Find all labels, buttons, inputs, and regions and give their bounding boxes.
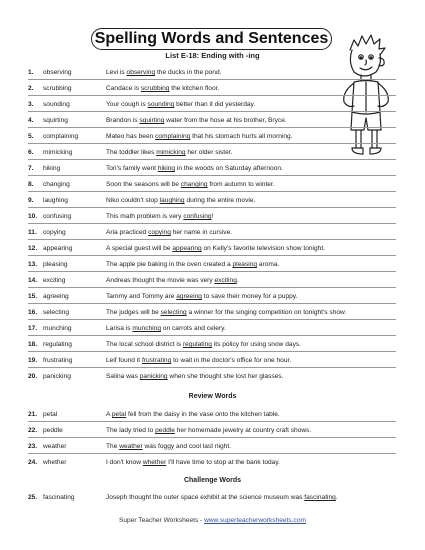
row-divider bbox=[28, 287, 396, 288]
row-divider bbox=[28, 111, 396, 112]
spelling-word: agreeing bbox=[43, 293, 69, 300]
row-divider bbox=[28, 127, 396, 128]
example-sentence: Levi is observing the ducks in the pond. bbox=[106, 69, 222, 76]
word-number: 10. bbox=[28, 213, 38, 220]
word-number: 16. bbox=[28, 309, 38, 316]
highlighted-word: squirting bbox=[139, 117, 165, 124]
word-number: 11. bbox=[28, 229, 37, 236]
highlighted-word: peddle bbox=[155, 427, 175, 434]
spelling-word: copying bbox=[43, 229, 66, 236]
example-sentence: I don't know whether I'll have time to stop at the bank today. bbox=[106, 459, 280, 466]
word-row-11 bbox=[0, 228, 425, 238]
word-row-24 bbox=[0, 458, 425, 468]
word-number: 23. bbox=[28, 443, 38, 450]
spelling-word: appearing bbox=[43, 245, 73, 252]
word-number: 12. bbox=[28, 245, 38, 252]
spelling-word: frustrating bbox=[43, 357, 73, 364]
spelling-word: regulating bbox=[43, 341, 72, 348]
example-sentence: Joseph thought the outer space exhibit at the science museum was fascinating. bbox=[106, 494, 338, 501]
word-row-10 bbox=[0, 212, 425, 222]
example-sentence: The lady tried to peddle her homemade jewelry at country craft shows. bbox=[106, 427, 312, 434]
word-row-12 bbox=[0, 244, 425, 254]
page-title: Spelling Words and Sentences bbox=[94, 30, 329, 47]
challenge-words-heading: Challenge Words bbox=[183, 477, 242, 484]
example-sentence: This math problem is very confusing! bbox=[106, 213, 214, 220]
row-divider bbox=[28, 335, 396, 336]
example-sentence: Niko couldn't stop laughing during the entire movie. bbox=[106, 197, 256, 204]
word-number: 15. bbox=[28, 293, 38, 300]
row-divider bbox=[28, 319, 396, 320]
spelling-word: confusing bbox=[43, 213, 72, 220]
word-row-15 bbox=[0, 292, 425, 302]
row-divider bbox=[28, 191, 396, 192]
example-sentence: Soon the seasons will be changing from autumn to winter. bbox=[106, 181, 275, 188]
word-row-1 bbox=[0, 68, 425, 78]
spelling-word: mimicking bbox=[43, 149, 73, 156]
row-divider bbox=[28, 143, 396, 144]
highlighted-word: panicking bbox=[139, 373, 168, 380]
word-number: 8. bbox=[28, 181, 34, 188]
highlighted-word: laughing bbox=[159, 197, 185, 204]
example-sentence: Brandon is squirting water from the hose at his brother, Bryce. bbox=[106, 117, 287, 124]
row-divider bbox=[28, 95, 396, 96]
row-divider bbox=[28, 175, 396, 176]
row-divider bbox=[28, 271, 396, 272]
word-row-5 bbox=[0, 132, 425, 142]
word-number: 20. bbox=[28, 373, 38, 380]
word-row-14 bbox=[0, 276, 425, 286]
highlighted-word: complaining bbox=[155, 133, 191, 140]
highlighted-word: selecting bbox=[160, 309, 187, 316]
title-banner bbox=[91, 28, 332, 50]
example-sentence: The toddler likes mimicking her older sister. bbox=[106, 149, 233, 156]
example-sentence: Salina was panicking when she thought she lost her glasses. bbox=[106, 373, 284, 380]
highlighted-word: weather bbox=[119, 443, 143, 450]
example-sentence: The judges will be selecting a winner for the singing competition on tonight's show. bbox=[106, 309, 347, 316]
word-number: 4. bbox=[28, 117, 34, 124]
example-sentence: Andreas thought the movie was very exciting. bbox=[106, 277, 239, 284]
spelling-word: scrubbing bbox=[43, 85, 72, 92]
word-row-20 bbox=[0, 372, 425, 382]
spelling-word: laughing bbox=[43, 197, 68, 204]
spelling-word: weather bbox=[43, 443, 67, 450]
example-sentence: The apple pie baking in the oven created a pleasing aroma. bbox=[106, 261, 280, 268]
example-sentence: A petal fell from the daisy in the vase onto the kitchen table. bbox=[106, 411, 280, 418]
word-number: 7. bbox=[28, 165, 34, 172]
row-divider bbox=[28, 159, 396, 160]
example-sentence: A special guest will be appearing on Kelly's favorite television show tonight. bbox=[106, 245, 325, 252]
example-sentence: The local school district is regulating its policy for using snow days. bbox=[106, 341, 301, 348]
highlighted-word: mimicking bbox=[156, 149, 186, 156]
word-number: 13. bbox=[28, 261, 38, 268]
spelling-word: sounding bbox=[43, 101, 70, 108]
highlighted-word: hiking bbox=[157, 165, 176, 172]
word-row-19 bbox=[0, 356, 425, 366]
word-number: 18. bbox=[28, 341, 38, 348]
example-sentence: Larisa is munching on carrots and celery. bbox=[106, 325, 226, 332]
word-row-2 bbox=[0, 84, 425, 94]
spelling-word: selecting bbox=[43, 309, 70, 316]
spelling-word: pleasing bbox=[43, 261, 68, 268]
word-row-3 bbox=[0, 100, 425, 110]
word-row-22 bbox=[0, 426, 425, 436]
word-row-23 bbox=[0, 442, 425, 452]
highlighted-word: copying bbox=[148, 229, 171, 236]
word-row-18 bbox=[0, 340, 425, 350]
spelling-word: whether bbox=[43, 459, 67, 466]
row-divider bbox=[28, 303, 396, 304]
example-sentence: Your cough is sounding better than it did yesterday. bbox=[106, 101, 256, 108]
spelling-word: squirting bbox=[43, 117, 68, 124]
word-number: 24. bbox=[28, 459, 38, 466]
spelling-word: petal bbox=[43, 411, 58, 418]
highlighted-word: munching bbox=[132, 325, 161, 332]
word-row-17 bbox=[0, 324, 425, 334]
example-sentence: The weather was foggy and cool last night. bbox=[106, 443, 232, 450]
highlighted-word: changing bbox=[180, 181, 208, 188]
highlighted-word: exciting bbox=[214, 277, 237, 284]
row-divider bbox=[28, 437, 396, 438]
highlighted-word: whether bbox=[142, 459, 167, 466]
word-row-13 bbox=[0, 260, 425, 270]
spelling-word: complaining bbox=[43, 133, 79, 140]
word-row-21 bbox=[0, 410, 425, 420]
spelling-word: munching bbox=[43, 325, 72, 332]
row-divider bbox=[28, 351, 396, 352]
example-sentence: Tammy and Tommy are agreeing to save their money for a puppy. bbox=[106, 293, 298, 300]
highlighted-word: regulating bbox=[182, 341, 212, 348]
row-divider bbox=[28, 239, 396, 240]
example-sentence: Candace is scrubbing the kitchen floor. bbox=[106, 85, 220, 92]
spelling-word: panicking bbox=[43, 373, 71, 380]
row-divider bbox=[28, 421, 396, 422]
word-row-7 bbox=[0, 164, 425, 174]
word-number: 1. bbox=[28, 69, 34, 76]
word-row-9 bbox=[0, 196, 425, 206]
row-divider bbox=[28, 453, 396, 454]
word-row-8 bbox=[0, 180, 425, 190]
word-row-6 bbox=[0, 148, 425, 158]
highlighted-word: confusing bbox=[183, 213, 212, 220]
word-number: 25. bbox=[28, 494, 38, 501]
example-sentence: Aria practiced copying her name in cursive. bbox=[106, 229, 233, 236]
highlighted-word: appearing bbox=[172, 245, 202, 252]
highlighted-word: pleasing bbox=[232, 261, 258, 268]
row-divider bbox=[28, 207, 396, 208]
row-divider bbox=[28, 223, 396, 224]
spelling-word: changing bbox=[43, 181, 70, 188]
example-sentence: Tori's family went hiking in the woods on Saturday afternoon. bbox=[106, 165, 283, 172]
word-number: 21. bbox=[28, 411, 38, 418]
word-number: 6. bbox=[28, 149, 34, 156]
spelling-word: exciting bbox=[43, 277, 66, 284]
word-row-4 bbox=[0, 116, 425, 126]
example-sentence: Mateo has been complaining that his stomach hurts all morning. bbox=[106, 133, 293, 140]
spelling-word: observing bbox=[43, 69, 72, 76]
word-number: 14. bbox=[28, 277, 38, 284]
review-words-heading: Review Words bbox=[188, 393, 237, 400]
highlighted-word: frustrating bbox=[141, 357, 172, 364]
word-number: 19. bbox=[28, 357, 38, 364]
spelling-word: peddle bbox=[43, 427, 63, 434]
highlighted-word: scrubbing bbox=[140, 85, 170, 92]
word-number: 22. bbox=[28, 427, 38, 434]
page-footer bbox=[0, 517, 425, 524]
highlighted-word: agreeing bbox=[176, 293, 202, 300]
spelling-word: fascinating bbox=[43, 494, 75, 501]
highlighted-word: sounding bbox=[147, 101, 175, 108]
footer-text: Super Teacher Worksheets - bbox=[118, 517, 205, 524]
list-subtitle: List E-18: Ending with -ing bbox=[165, 51, 260, 60]
row-divider bbox=[28, 255, 396, 256]
word-number: 2. bbox=[28, 85, 34, 92]
footer-link[interactable]: www.superteacherworksheets.com bbox=[204, 517, 307, 524]
spelling-word: hiking bbox=[43, 165, 61, 172]
word-number: 9. bbox=[28, 197, 34, 204]
row-divider bbox=[28, 79, 396, 80]
highlighted-word: fascinating bbox=[304, 494, 336, 501]
row-divider bbox=[28, 367, 396, 368]
word-number: 17. bbox=[28, 325, 38, 332]
word-row-16 bbox=[0, 308, 425, 318]
word-row-25 bbox=[0, 493, 425, 503]
highlighted-word: observing bbox=[126, 69, 156, 76]
highlighted-word: petal bbox=[111, 411, 127, 418]
word-number: 3. bbox=[28, 101, 34, 108]
example-sentence: Leif found it frustrating to wait in the doctor's office for one hour. bbox=[106, 357, 292, 364]
word-number: 5. bbox=[28, 133, 34, 140]
